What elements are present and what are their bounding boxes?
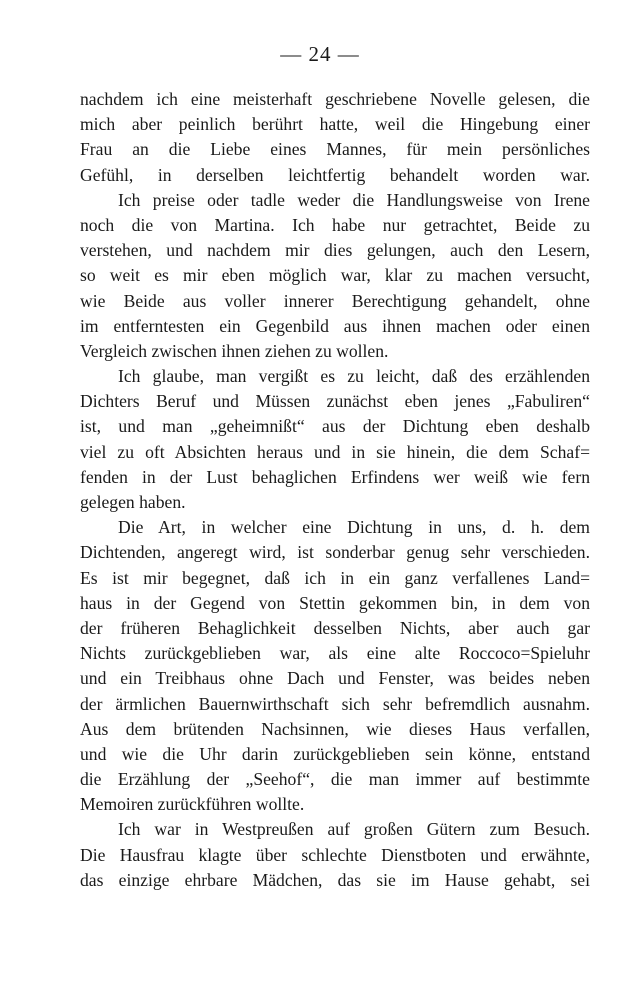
text-line: Aus dem brütenden Nachsinnen, wie dieses Haus verfallen, [80,718,590,739]
text-line: mich aber peinlich berührt hatte, weil die Hingebung einer [80,114,590,135]
text-line: der früheren Behaglichkeit desselben Nichts, aber auch gar [80,617,590,638]
text-line: Ich glaube, man vergißt es zu leicht, daß des erzählenden [118,366,590,387]
text-line: und wie die Uhr darin zurückgeblieben sein könne, entstand [80,743,590,764]
text-line: der ärmlichen Bauernwirthschaft sich sehr befremdlich ausnahm. [80,693,590,714]
text-line: noch die von Martina. Ich habe nur getrachtet, Beide zu [80,214,590,235]
text-line: die Erzählung der „Seehof“, die man immer auf bestimmte [80,769,590,790]
text-line: Dichters Beruf und Müssen zunächst eben jenes „Fabuliren“ [80,391,590,412]
text-line: das einzige ehrbare Mädchen, das sie im Hause gehabt, sei [80,869,590,890]
text-line: Nichts zurückgeblieben war, als eine alte Roccoco=Spieluhr [80,643,590,664]
text-line: Ich war in Westpreußen auf großen Gütern zum Besuch. [118,819,590,840]
body-text [80,87,590,893]
text-line: haus in der Gegend von Stettin gekommen bin, in dem von [80,592,590,613]
text-line: so weit es mir eben möglich war, klar zu machen versucht, [80,265,590,286]
text-line: Ich preise oder tadle weder die Handlungsweise von Irene [118,189,590,210]
text-line: Vergleich zwischen ihnen ziehen zu wollen. [80,340,389,361]
text-line: Die Hausfrau klagte über schlechte Dienstboten und erwähnte, [80,844,590,865]
text-line: Frau an die Liebe eines Mannes, für mein persönliches [80,139,590,160]
text-line: Es ist mir begegnet, daß ich in ein ganz verfallenes Land= [80,567,590,588]
text-line: im entferntesten ein Gegenbild aus ihnen machen oder einen [80,315,590,336]
text-line: Dichtenden, angeregt wird, ist sonderbar genug sehr verschieden. [80,542,590,563]
text-line: und ein Treibhaus ohne Dach und Fenster, was beides neben [80,668,590,689]
text-line: wie Beide aus voller innerer Berechtigung gehandelt, ohne [80,290,590,311]
text-line: nachdem ich eine meisterhaft geschriebene Novelle gelesen, die [80,89,590,109]
text-line: Memoiren zurückführen wollte. [80,794,305,815]
page-number: — 24 — [280,42,360,66]
text-line: ist, und man „geheimnißt“ aus der Dichtung eben deshalb [80,416,590,437]
text-line: fenden in der Lust behaglichen Erfindens wer weiß wie fern [80,466,590,487]
text-line: viel zu oft Absichten heraus und in sie hinein, die dem Schaf= [80,441,590,462]
text-line: gelegen haben. [80,492,186,512]
text-line: verstehen, und nachdem mir dies gelungen, auch den Lesern, [80,240,590,261]
text-line: Gefühl, in derselben leichtfertig behandelt worden war. [80,164,590,185]
text-line: Die Art, in welcher eine Dichtung in uns, d. h. dem [118,517,590,538]
